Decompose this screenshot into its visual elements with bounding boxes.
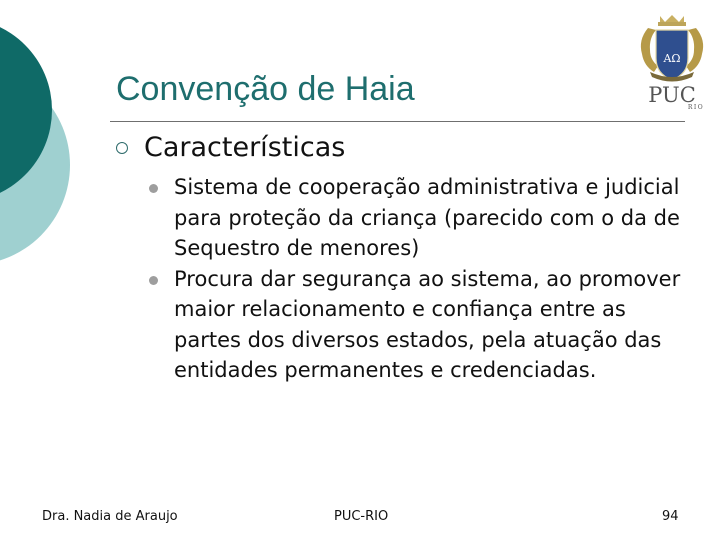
bullet-list	[146, 172, 686, 386]
footer-organization: PUC-RIO	[334, 509, 389, 524]
shield-text: ΑΩ	[663, 52, 681, 65]
bullet-dot-icon	[149, 276, 158, 285]
bullet-item	[146, 172, 686, 264]
logo-text: PUC	[648, 83, 696, 107]
puc-rio-logo	[630, 14, 714, 110]
bullet-item	[146, 264, 686, 386]
level1-item	[116, 132, 345, 163]
page-number: 94	[662, 509, 679, 524]
logo-subtext: RIO	[687, 104, 705, 110]
crown-points	[660, 15, 684, 22]
slide-title: Convenção de Haia	[116, 70, 415, 108]
level1-text: Características	[144, 132, 346, 163]
crown-band	[658, 22, 686, 26]
bullet-dot-icon	[149, 184, 158, 193]
footer-author: Dra. Nadia de Araujo	[42, 509, 178, 524]
hollow-circle-bullet-icon	[116, 142, 128, 154]
bullet-text: Procura dar segurança ao sistema, ao promover maior relacionamento e confiança entre as partes dos diversos estados, pela atuação das entidades permanentes e credenciadas.	[174, 266, 681, 382]
title-divider	[110, 121, 685, 122]
bullet-text: Sistema de cooperação administrativa e judicial para proteção da criança (parecido com o da de Sequestro de menores)	[174, 175, 680, 260]
